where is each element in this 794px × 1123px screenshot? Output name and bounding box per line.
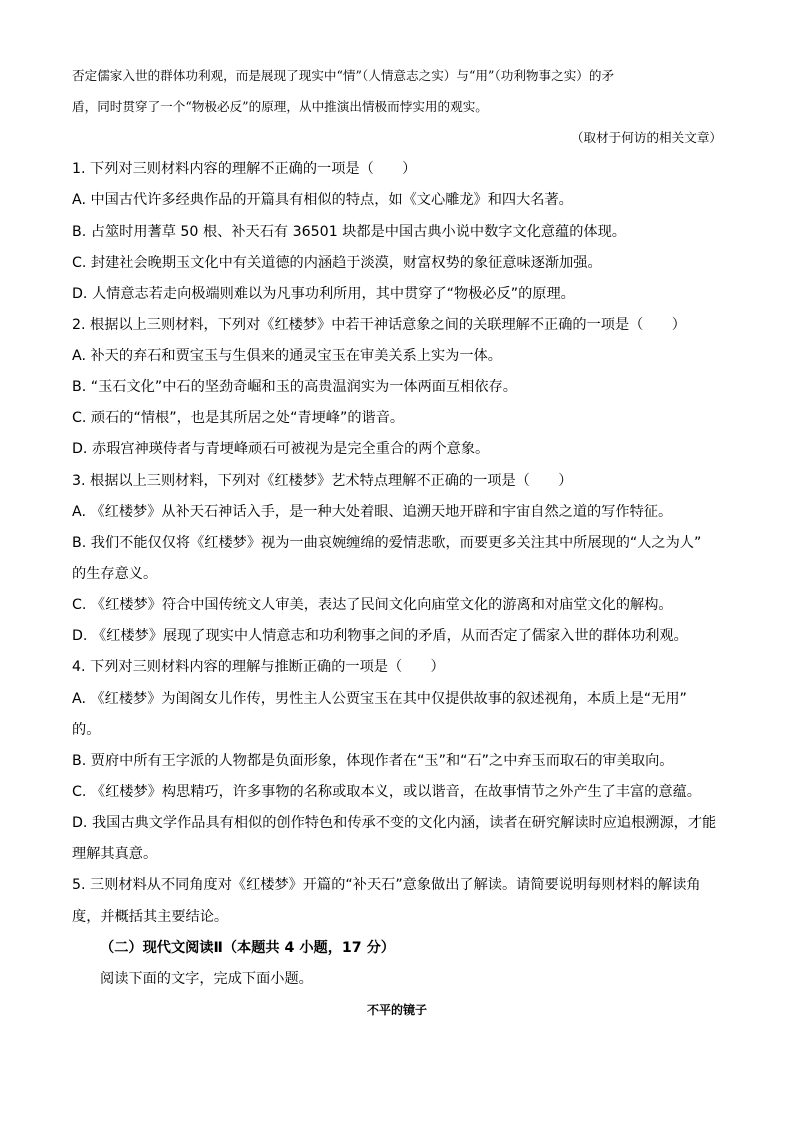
question-4-option-b: B. 贾府中所有王字派的人物都是负面形象，体现作者在“玉”和“石”之中弃玉而取石的审美取向。 bbox=[72, 753, 674, 769]
question-3-option-b: B. 我们不能仅仅将《红楼梦》视为一曲哀婉缠绵的爱情悲歌，而要更多关注其中所展现的“人之为人” bbox=[72, 535, 702, 551]
question-4-option-a-cont: 的。 bbox=[72, 722, 101, 738]
question-2-stem: 2. 根据以上三则材料，下列对《红楼梦》中若干神话意象之间的关联理解不正确的一项是（ ） bbox=[72, 317, 686, 333]
question-1-option-c: C. 封建社会晚期玉文化中有关道德的内涵趋于淡漠，财富权势的象征意味逐渐加强。 bbox=[72, 255, 602, 271]
question-1-option-a: A. 中国古代许多经典作品的开篇具有相似的特点，如《文心雕龙》和四大名著。 bbox=[72, 192, 573, 208]
question-3-option-a: A. 《红楼梦》从补天石神话入手，是一种大处着眼、追溯天地开辟和宇宙自然之道的写作特征。 bbox=[72, 504, 673, 520]
question-2-option-d: D. 赤瑕宫神瑛侍者与青埂峰顽石可被视为是完全重合的两个意象。 bbox=[72, 441, 490, 457]
question-3-option-d: D. 《红楼梦》展现了现实中人情意志和功利物事之间的矛盾，从而否定了儒家入世的群体功利观。 bbox=[72, 628, 688, 644]
question-1-option-d: D. 人情意志若走向极端则难以为凡事功利所用，其中贯穿了“物极必反”的原理。 bbox=[72, 286, 575, 302]
passage-line-1: 否定儒家入世的群体功利观，而是展现了现实中“情”（人情意志之实）与“用”（功利物事之实）的矛 bbox=[72, 68, 615, 83]
question-4-option-d-cont: 理解其真意。 bbox=[72, 846, 158, 862]
question-4-option-a: A. 《红楼梦》为闺阁女儿作传，男性主人公贾宝玉在其中仅提供故事的叙述视角，本质上是“无用” bbox=[72, 691, 687, 707]
question-2-option-a: A. 补天的弃石和贾宝玉与生俱来的通灵宝玉在审美关系上实为一体。 bbox=[72, 348, 502, 364]
question-4-option-d: D. 我国古典文学作品具有相似的创作特色和传承不变的文化内涵，读者在研究解读时应追根溯源，才能 bbox=[72, 815, 717, 831]
section-2-instruction: 阅读下面的文字，完成下面小题。 bbox=[100, 971, 313, 987]
question-3-stem: 3. 根据以上三则材料，下列对《红楼梦》艺术特点理解不正确的一项是（ ） bbox=[72, 473, 573, 489]
question-4-option-c: C. 《红楼梦》构思精巧，许多事物的名称或取本义，或以谐音，在故事情节之外产生了丰富的意蕴。 bbox=[72, 784, 701, 800]
question-5-line-1: 5. 三则材料从不同角度对《红楼梦》开篇的“补天石”意象做出了解读。请简要说明每则材料的解读角 bbox=[72, 877, 701, 893]
section-2-heading: （二）现代文阅读Ⅱ（本题共 4 小题，17 分） bbox=[100, 940, 395, 956]
question-5-line-2: 度，并概括其主要结论。 bbox=[72, 909, 229, 925]
question-2-option-b: B. “玉石文化”中石的坚劲奇崛和玉的高贵温润实为一体两面互相依存。 bbox=[72, 379, 517, 395]
question-3-option-b-cont: 的生存意义。 bbox=[72, 566, 158, 582]
question-4-stem: 4. 下列对三则材料内容的理解与推断正确的一项是（ ） bbox=[72, 659, 445, 675]
passage-line-2: 盾，同时贯穿了一个“物极必反”的原理，从中推演出情极而悖实用的观实。 bbox=[72, 99, 488, 114]
question-2-option-c: C. 顽石的“情根”，也是其所居之处“青埂峰”的谐音。 bbox=[72, 410, 405, 426]
passage-source: （取材于何访的相关文章） bbox=[570, 130, 722, 145]
article-title: 不平的镜子 bbox=[366, 1003, 427, 1017]
question-1-stem: 1. 下列对三则材料内容的理解不正确的一项是（ ） bbox=[72, 161, 417, 177]
question-1-option-b: B. 占筮时用蓍草 50 根、补天石有 36501 块都是中国古典小说中数字文化意蕴的体现。 bbox=[72, 224, 626, 240]
question-3-option-c: C. 《红楼梦》符合中国传统文人审美，表达了民间文化向庙堂文化的游离和对庙堂文化的解构。 bbox=[72, 597, 673, 613]
